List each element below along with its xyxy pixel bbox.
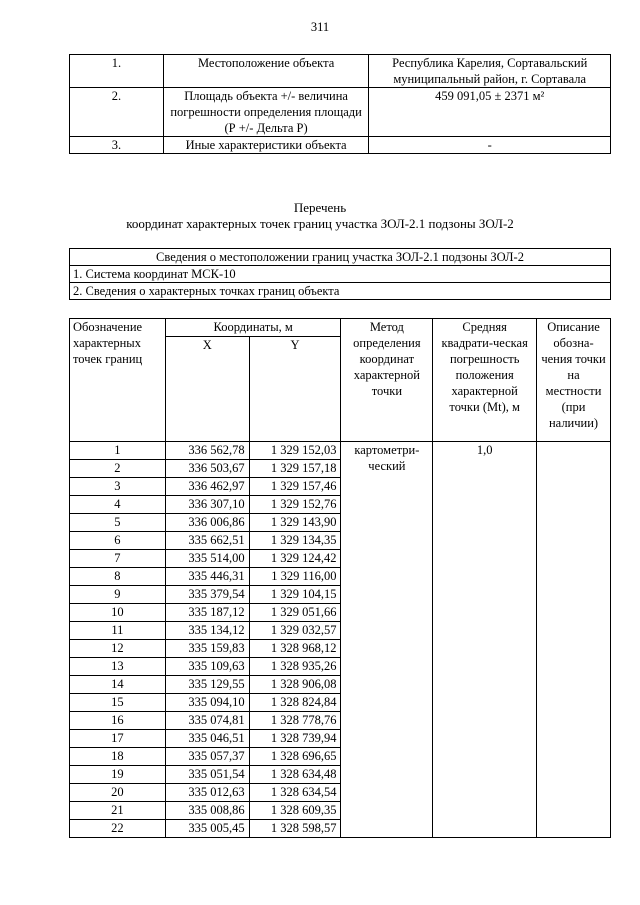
coord-y: 1 329 157,18 [249, 460, 341, 478]
point-number: 5 [70, 514, 166, 532]
point-number: 16 [70, 712, 166, 730]
coord-y: 1 328 739,94 [249, 730, 341, 748]
point-number: 22 [70, 820, 166, 838]
point-number: 18 [70, 748, 166, 766]
coord-y: 1 328 609,35 [249, 802, 341, 820]
coord-x: 335 074,81 [165, 712, 249, 730]
point-number: 13 [70, 658, 166, 676]
point-number: 7 [70, 550, 166, 568]
coord-x: 335 159,83 [165, 640, 249, 658]
point-number: 12 [70, 640, 166, 658]
coord-y: 1 328 598,57 [249, 820, 341, 838]
info-num: 1. [70, 55, 164, 88]
table-row [70, 442, 611, 460]
coord-x: 335 046,51 [165, 730, 249, 748]
point-number: 1 [70, 442, 166, 460]
point-number: 6 [70, 532, 166, 550]
info-row [70, 137, 611, 154]
description-cell [537, 442, 611, 838]
header-y: Y [249, 337, 341, 442]
coord-y: 1 329 051,66 [249, 604, 341, 622]
coord-x: 335 129,55 [165, 676, 249, 694]
coord-x: 335 446,31 [165, 568, 249, 586]
coord-y: 1 329 152,03 [249, 442, 341, 460]
coord-y: 1 329 116,00 [249, 568, 341, 586]
coord-x: 335 008,86 [165, 802, 249, 820]
point-number: 2 [70, 460, 166, 478]
coord-x: 335 662,51 [165, 532, 249, 550]
coord-y: 1 329 143,90 [249, 514, 341, 532]
header-coordinates: Координаты, м [165, 319, 341, 337]
header-point: Обозначение характерных точек границ [70, 319, 166, 442]
coord-y: 1 328 935,26 [249, 658, 341, 676]
info-num: 2. [70, 88, 164, 137]
coord-x: 335 012,63 [165, 784, 249, 802]
point-number: 19 [70, 766, 166, 784]
info-label: Площадь объекта +/- величина погрешности определения площади (Р +/- Дельта Р) [163, 88, 369, 137]
coord-x: 335 187,12 [165, 604, 249, 622]
info-label: Иные характеристики объекта [163, 137, 369, 154]
info-num: 3. [70, 137, 164, 154]
coord-x: 336 462,97 [165, 478, 249, 496]
coord-x: 335 514,00 [165, 550, 249, 568]
coord-y: 1 328 634,54 [249, 784, 341, 802]
coord-x: 335 134,12 [165, 622, 249, 640]
header-error-text: Средняя квадрати-ческая погрешность положения характерной точки (Mt), м [441, 320, 528, 414]
coord-x: 335 094,10 [165, 694, 249, 712]
info-value: Республика Карелия, Сортавальский муниципальный район, г. Сортавала [369, 55, 611, 88]
location-title: Сведения о местоположении границ участка ЗОЛ-2.1 подзоны ЗОЛ-2 [70, 249, 611, 266]
info-row [70, 88, 611, 137]
coord-y: 1 328 634,48 [249, 766, 341, 784]
coord-y: 1 328 906,08 [249, 676, 341, 694]
point-number: 11 [70, 622, 166, 640]
coord-y: 1 329 134,35 [249, 532, 341, 550]
method-cell: картометри-ческий [341, 442, 433, 838]
coord-y: 1 329 104,15 [249, 586, 341, 604]
coord-y: 1 329 032,57 [249, 622, 341, 640]
point-number: 15 [70, 694, 166, 712]
point-number: 9 [70, 586, 166, 604]
point-number: 3 [70, 478, 166, 496]
coord-x: 335 379,54 [165, 586, 249, 604]
heading-line-1: Перечень [293, 200, 347, 215]
heading-line-2: координат характерных точек границ участка ЗОЛ-2.1 подзоны ЗОЛ-2 [126, 216, 514, 231]
info-value: 459 091,05 ± 2371 м² [369, 88, 611, 137]
point-number: 17 [70, 730, 166, 748]
header-method: Метод определения координат характерной точки [341, 319, 433, 442]
coord-y: 1 328 968,12 [249, 640, 341, 658]
points-info-row: 2. Сведения о характерных точках границ объекта [70, 283, 611, 300]
location-table [69, 248, 611, 300]
section-heading [0, 200, 640, 232]
header-description: Описание обозна-чения точки на местности (при наличии) [537, 319, 611, 442]
coord-x: 336 307,10 [165, 496, 249, 514]
coord-x: 335 057,37 [165, 748, 249, 766]
coord-y: 1 329 152,76 [249, 496, 341, 514]
coord-y: 1 329 157,46 [249, 478, 341, 496]
coord-x: 336 503,67 [165, 460, 249, 478]
info-row [70, 55, 611, 88]
page-number: 311 [310, 20, 330, 34]
coord-y: 1 328 696,65 [249, 748, 341, 766]
info-label: Местоположение объекта [163, 55, 369, 88]
point-number: 4 [70, 496, 166, 514]
object-info-table [69, 54, 611, 154]
coord-x: 335 005,45 [165, 820, 249, 838]
point-number: 14 [70, 676, 166, 694]
coord-x: 336 006,86 [165, 514, 249, 532]
coordinate-system-row: 1. Система координат МСК-10 [70, 266, 611, 283]
point-number: 20 [70, 784, 166, 802]
coord-x: 336 562,78 [165, 442, 249, 460]
coord-y: 1 328 778,76 [249, 712, 341, 730]
coordinates-table [69, 318, 611, 838]
header-x: X [165, 337, 249, 442]
header-error [433, 319, 537, 442]
coord-y: 1 328 824,84 [249, 694, 341, 712]
info-value: - [369, 137, 611, 154]
coord-x: 335 051,54 [165, 766, 249, 784]
point-number: 10 [70, 604, 166, 622]
point-number: 8 [70, 568, 166, 586]
error-cell: 1,0 [433, 442, 537, 838]
point-number: 21 [70, 802, 166, 820]
coord-x: 335 109,63 [165, 658, 249, 676]
coord-y: 1 329 124,42 [249, 550, 341, 568]
